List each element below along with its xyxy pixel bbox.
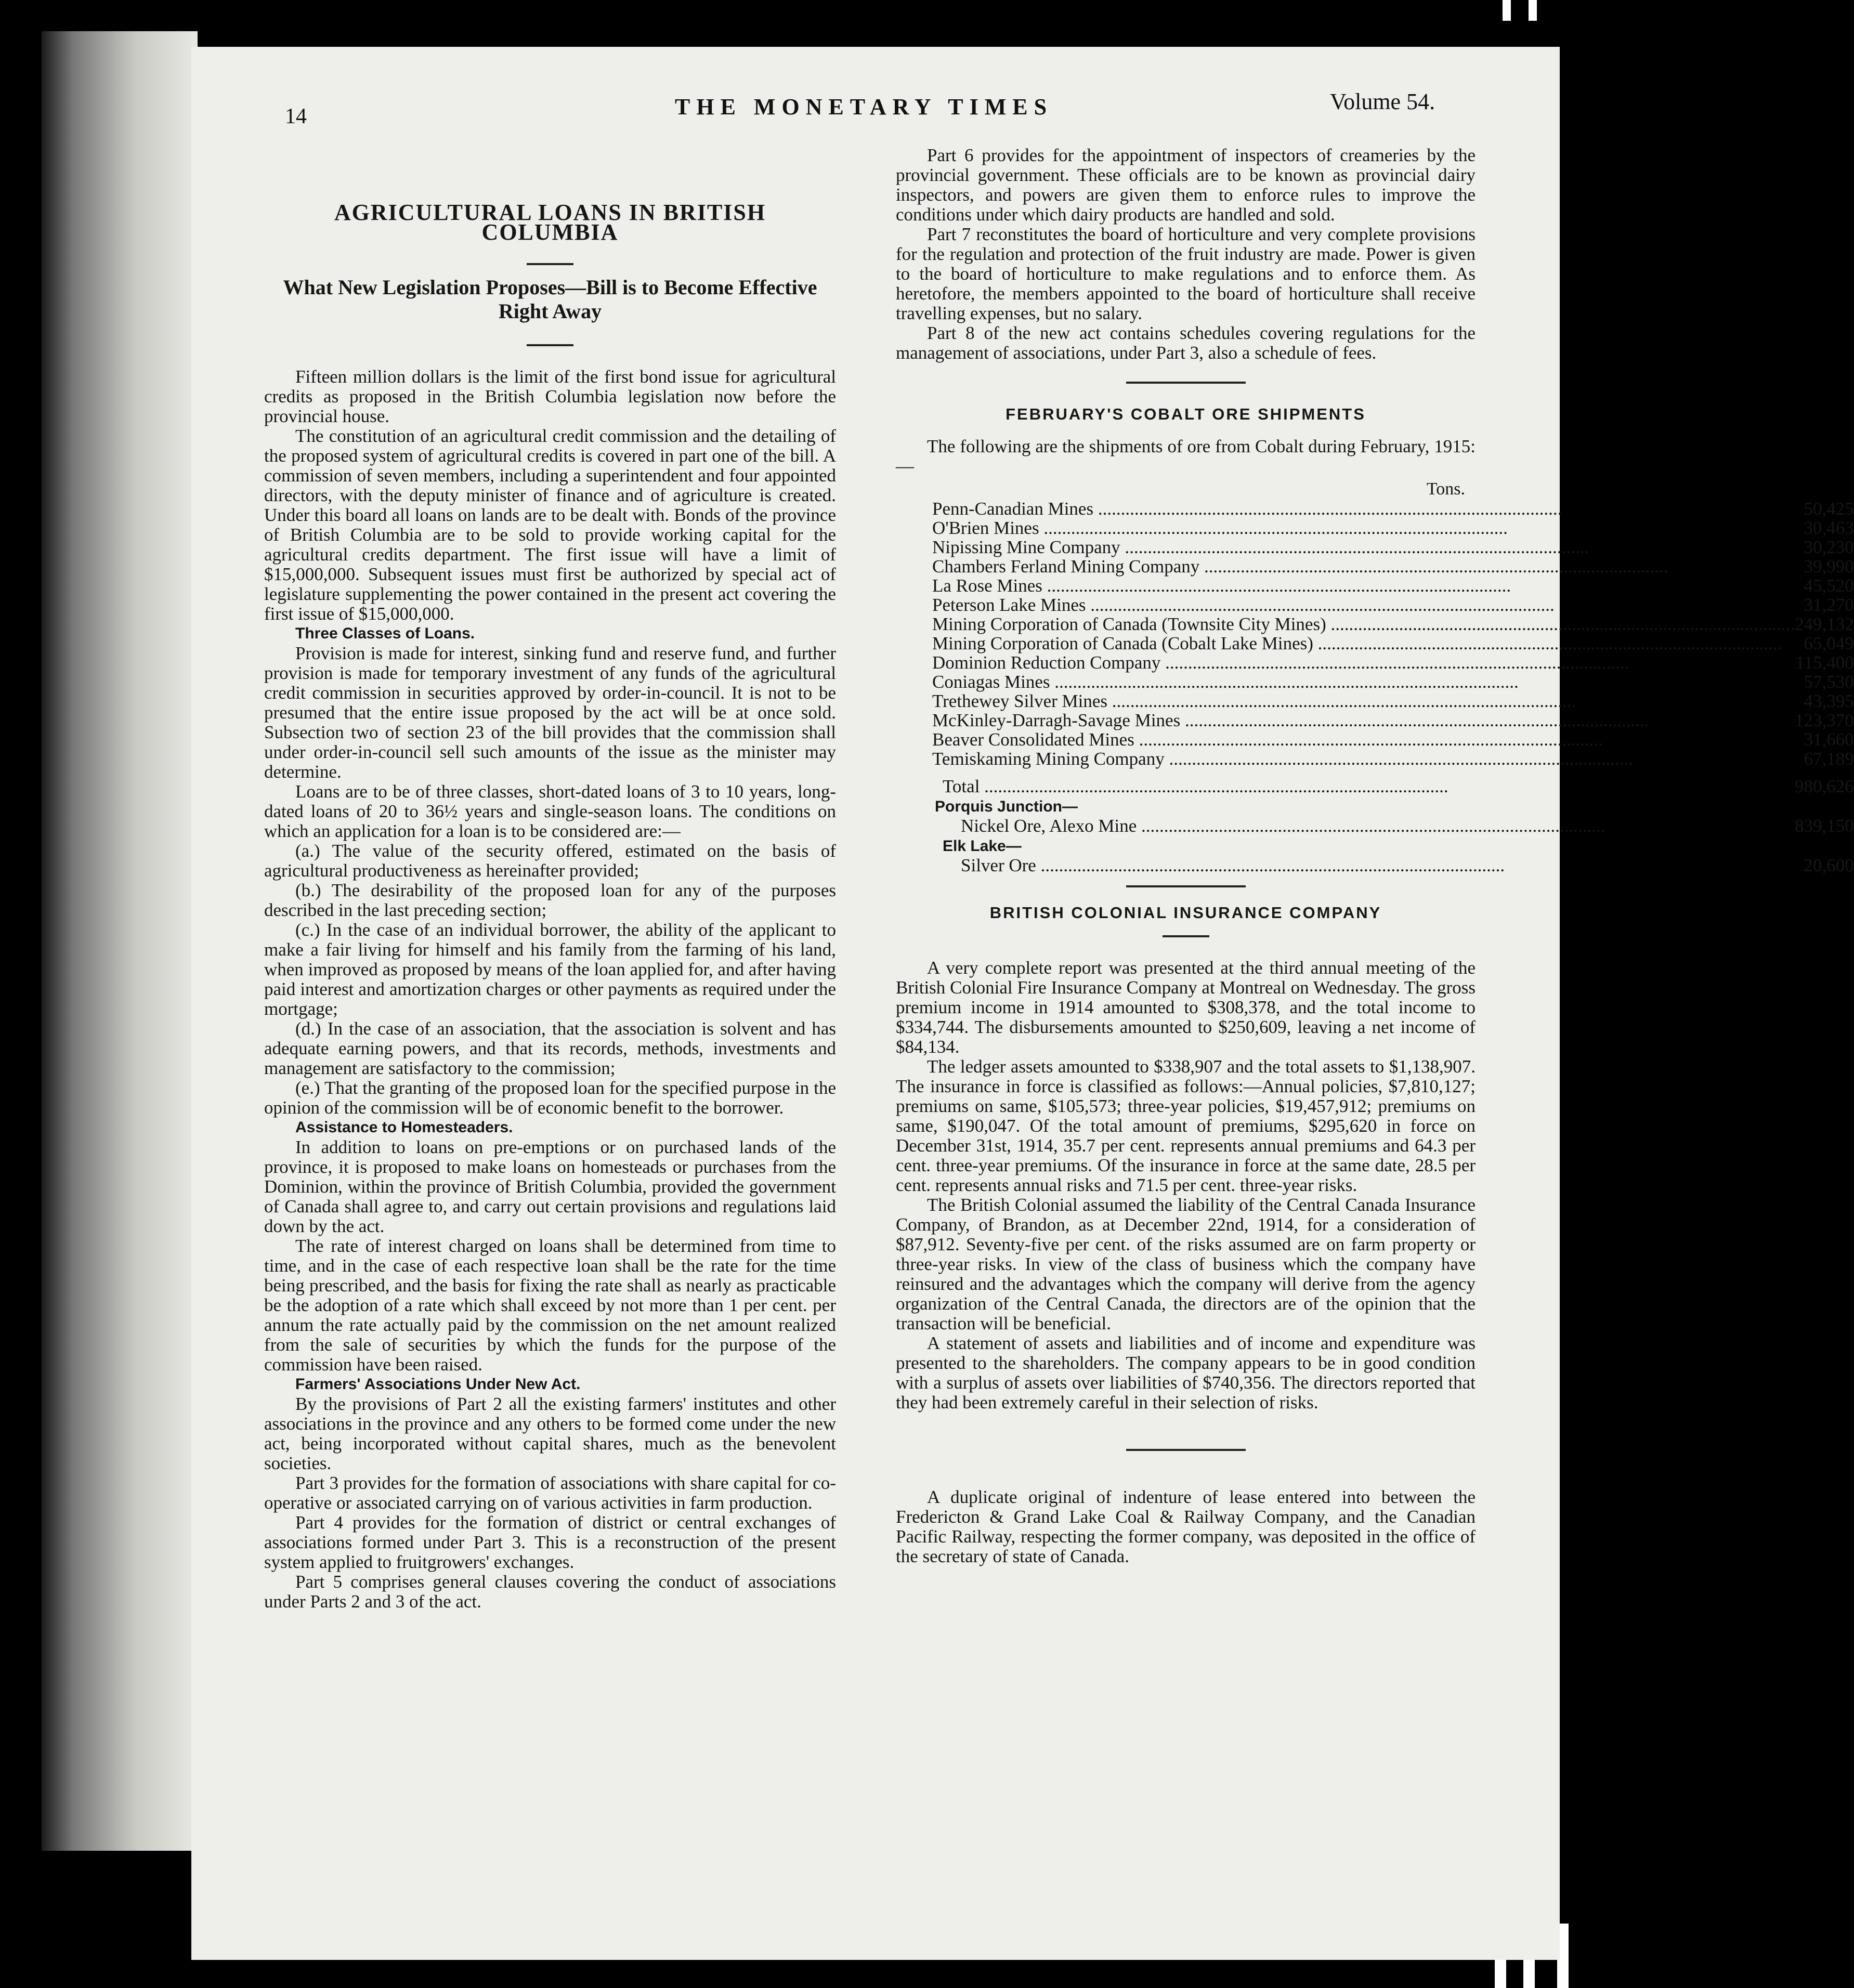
right-column <box>896 145 1854 1566</box>
section-separator <box>1126 1449 1246 1451</box>
section-heading: Assistance to Homesteaders. <box>295 1119 513 1136</box>
paragraph: (d.) In the case of an association, that the association is solvent and has adequate earning powers, and that its records, methods, investments and management are satisfactory to the commission; <box>264 1018 836 1078</box>
mine-name: Trethewey Silver Mines <box>932 691 1108 711</box>
table-row <box>896 711 1854 730</box>
mine-name: Chambers Ferland Mining Company <box>932 556 1200 577</box>
table-row <box>896 595 1854 614</box>
magazine-page <box>191 47 1854 1960</box>
mine-name: Beaver Consolidated Mines <box>932 729 1134 750</box>
cobalt-heading: FEBRUARY'S COBALT ORE SHIPMENTS <box>1006 405 1366 423</box>
mine-name: Penn-Canadian Mines <box>932 499 1094 519</box>
paragraph: (b.) The desirability of the proposed loan for any of the purposes described in the last preceding section; <box>264 880 836 920</box>
table-row <box>896 856 1854 875</box>
paragraph: (e.) That the granting of the proposed loan for the specified purpose in the opinion of the commission will be of economic benefit to the borrower. <box>264 1078 836 1118</box>
mine-tons: 57,530 <box>1804 672 1854 692</box>
paragraph: Part 7 reconstitutes the board of horticulture and very complete provisions for the regulation and protection of the fruit industry are made. Power is given to the board of horticulture to make regulations and to enforce them. As heretofore, the members appointed to the board of horticulture shall receive travelling expenses, but no salary. <box>896 224 1476 323</box>
total-row <box>896 768 1854 796</box>
mine-tons: 67,189 <box>1804 749 1854 769</box>
shipments-table <box>896 499 1854 875</box>
section-separator <box>1126 885 1246 887</box>
tons-column-header: Tons. <box>1426 479 1465 499</box>
paragraph: (c.) In the case of an individual borrower, the ability of the applicant to make a fair living for himself and his family from the farming of his land, when improved as proposed by means of the loan applied for, and after having paid interest and amortization charges or other payments as required under the mortgage; <box>264 920 836 1019</box>
insurance-heading: BRITISH COLONIAL INSURANCE COMPANY <box>989 904 1382 922</box>
mine-name: Nipissing Mine Company <box>932 537 1120 557</box>
mine-name: Coniagas Mines <box>932 672 1050 692</box>
elk-item: Silver Ore <box>961 855 1036 875</box>
publication-title: THE MONETARY TIMES <box>675 94 1053 120</box>
subtitle-rule <box>527 344 573 346</box>
table-row <box>896 614 1854 634</box>
mine-name: La Rose Mines <box>932 576 1042 596</box>
paragraph: Part 6 provides for the appointment of inspectors of creameries by the provincial government. These officials are to be known as provincial dairy inspectors, and powers are given them to enforce rules to improve the conditions under which dairy products are handled and sold. <box>896 145 1476 225</box>
elk-value: 20,600 <box>1804 855 1854 875</box>
section-heading: Three Classes of Loans. <box>295 625 475 642</box>
mine-tons: 65,049 <box>1804 633 1854 653</box>
mine-tons: 123,370 <box>1794 710 1854 730</box>
volume-label: Volume 54. <box>1330 89 1435 114</box>
article-title: AGRICULTURAL LOANS IN BRITISH COLUMBIA <box>334 200 766 245</box>
paragraph: A duplicate original of indenture of lease entered into between the Fredericton & Grand Lake Coal & Railway Company, and the Canadian Pacific Railway, respecting the former company, was deposited in the office of the secretary of state of Canada. <box>896 1487 1476 1566</box>
section-heading: Farmers' Associations Under New Act. <box>295 1376 581 1393</box>
table-row <box>896 816 1854 835</box>
paragraph: The British Colonial assumed the liability of the Central Canada Insurance Company, of Brandon, as at December 22nd, 1914, for a consideration of $87,912. Seventy-five per cent. of the risks assumed are on farm property or three-year risks. In view of the class of business which the company have reinsured and the advantages which the company will derive from the agency organization of the Central Canada, the directors are of the opinion that the transaction will be beneficial. <box>896 1195 1476 1333</box>
mine-tons: 43,395 <box>1804 691 1854 711</box>
mine-tons: 30,230 <box>1804 537 1854 557</box>
mine-tons: 115,400 <box>1795 652 1854 673</box>
paragraph: The following are the shipments of ore from Cobalt during February, 1915:— <box>896 436 1476 476</box>
mine-name: O'Brien Mines <box>932 518 1039 538</box>
paragraph: By the provisions of Part 2 all the existing farmers' institutes and other associations in the province and any others to be formed come under the new act, being incorporated without capital shares, much as the benevolent societies. <box>264 1394 836 1473</box>
mine-name: Temiskaming Mining Company <box>932 749 1165 769</box>
mine-tons: 249,132 <box>1794 614 1854 634</box>
paragraph: Fifteen million dollars is the limit of the first bond issue for agricultural credits as proposed in the British Columbia legislation now before the provincial house. <box>264 367 836 426</box>
page-number: 14 <box>285 104 307 128</box>
mine-name: Mining Corporation of Canada (Cobalt Lake Mines) <box>932 633 1313 653</box>
porquis-value: 839,150 <box>1794 816 1854 836</box>
table-row <box>896 518 1854 538</box>
left-column <box>264 156 836 1612</box>
subsection-row <box>896 796 1854 816</box>
table-row <box>896 634 1854 653</box>
table-row <box>896 653 1854 672</box>
paragraph: (a.) The value of the security offered, estimated on the basis of agricultural productiveness as hereinafter provided; <box>264 841 836 881</box>
paragraph: Part 8 of the new act contains schedules covering regulations for the management of associations, under Part 3, also a schedule of fees. <box>896 323 1476 363</box>
mine-tons: 30,463 <box>1804 518 1854 538</box>
mine-tons: 45,520 <box>1804 576 1854 596</box>
mine-tons: 31,270 <box>1804 595 1854 615</box>
mine-name: Mining Corporation of Canada (Townsite City Mines) <box>932 614 1326 634</box>
mine-name: Dominion Reduction Company <box>932 652 1161 673</box>
table-row <box>896 749 1854 768</box>
mine-tons: 31,660 <box>1804 729 1854 750</box>
paragraph: A statement of assets and liabilities and of income and expenditure was presented to the shareholders. The company appears to be in good condition with a surplus of assets over liabilities of $740,356. The directors reported that they had been extremely careful in their selection of risks. <box>896 1333 1476 1412</box>
table-row <box>896 730 1854 749</box>
title-rule <box>527 263 573 265</box>
film-edge <box>42 31 198 1851</box>
heading-rule <box>1163 935 1209 937</box>
paragraph: Part 4 provides for the formation of district or central exchanges of associations formed under Part 3. This is a reconstruction of the present system applied to fruitgrowers' exchanges. <box>264 1512 836 1572</box>
table-row <box>896 691 1854 711</box>
table-row <box>896 576 1854 595</box>
paragraph: Provision is made for interest, sinking fund and reserve fund, and further provision is made for temporary investment of any funds of the agricultural credit commission in securities approved by order-in-council. It is not to be presumed that the entire issue proposed by the act will be at once sold. Subsection two of section 23 of the bill provides that the commission shall under order-in-council sell such amounts of the issue as the minister may determine. <box>264 643 836 782</box>
table-row <box>896 499 1854 518</box>
mine-tons: 39,990 <box>1804 556 1854 577</box>
paragraph: Part 5 comprises general clauses covering the conduct of associations under Parts 2 and 3 of the act. <box>264 1572 836 1612</box>
paragraph: Part 3 provides for the formation of associations with share capital for co-operative or associated carrying on of various activities in farm production. <box>264 1473 836 1513</box>
elk-heading: Elk Lake— <box>943 838 1022 855</box>
paragraph: The ledger assets amounted to $338,907 and the total assets to $1,138,907. The insurance in force is classified as follows:—Annual policies, $7,810,127; premiums on same, $105,573; three-year policies, $19,457,912; premiums on same, $190,047. Of the total amount of premiums, $295,620 in force on December 31st, 1914, 35.7 per cent. represents annual premiums and 64.3 per cent. three-year premiums. Of the insurance in force at the same date, 28.5 per cent. represents annual risks and 71.5 per cent. three-year risks. <box>896 1056 1476 1195</box>
mine-tons: 50,425 <box>1804 499 1854 519</box>
table-row <box>896 557 1854 576</box>
paragraph: The constitution of an agricultural credit commission and the detailing of the proposed system of agricultural credits is covered in part one of the bill. A commission of seven members, including a superintendent and four appointed directors, with the deputy minister of finance and of agriculture is created. Under this board all loans on lands are to be dealt with. Bonds of the province of British Columbia are to be sold to provide working capital for the agricultural credits department. The first issue will have a limit of $15,000,000. Subsequent issues must first be authorized by special act of legislature supplementing the power contained in the present act covering the first issue of $15,000,000. <box>264 426 836 624</box>
total-value: 980,626 <box>1794 776 1854 796</box>
porquis-item: Nickel Ore, Alexo Mine <box>961 816 1137 836</box>
table-row <box>896 672 1854 691</box>
mine-name: McKinley-Darragh-Savage Mines <box>932 710 1181 730</box>
total-label: Total <box>943 776 980 796</box>
paragraph: The rate of interest charged on loans shall be determined from time to time, and in the case of each respective loan shall be the rate for the time being prescribed, and the basis for fixing the rate shall as nearly as practicable be the adoption of a rate which shall exceed by not more than 1 per cent. per annum the rate actually paid by the commission on the net amount realized from the sale of securities by which the funds for the purpose of the commission have been raised. <box>264 1236 836 1375</box>
paragraph: A very complete report was presented at the third annual meeting of the British Colonial Fire Insurance Company at Montreal on Wednesday. The gross premium income in 1914 amounted to $308,378, and the total income to $334,744. The disbursements amounted to $250,609, leaving a net income of $84,134. <box>896 958 1476 1057</box>
paragraph: Loans are to be of three classes, short-dated loans of 3 to 10 years, long-dated loans of 20 to 36½ years and single-season loans. The conditions on which an application for a loan is to be considered are:— <box>264 781 836 841</box>
subsection-row <box>896 835 1854 856</box>
section-separator <box>1126 382 1246 384</box>
porquis-heading: Porquis Junction— <box>935 798 1078 815</box>
paragraph: In addition to loans on pre-emptions or on purchased lands of the province, it is proposed to make loans on homesteads or purchases from the Dominion, within the province of British Columbia, provided the government of Canada shall agree to, and carry out certain provisions and regulations laid down by the act. <box>264 1137 836 1236</box>
film-mark <box>1529 0 1537 21</box>
film-mark <box>1503 0 1511 21</box>
article-subtitle: What New Legislation Proposes—Bill is to Become Effective Right Away <box>283 276 817 323</box>
mine-name: Peterson Lake Mines <box>932 595 1086 615</box>
table-row <box>896 538 1854 557</box>
